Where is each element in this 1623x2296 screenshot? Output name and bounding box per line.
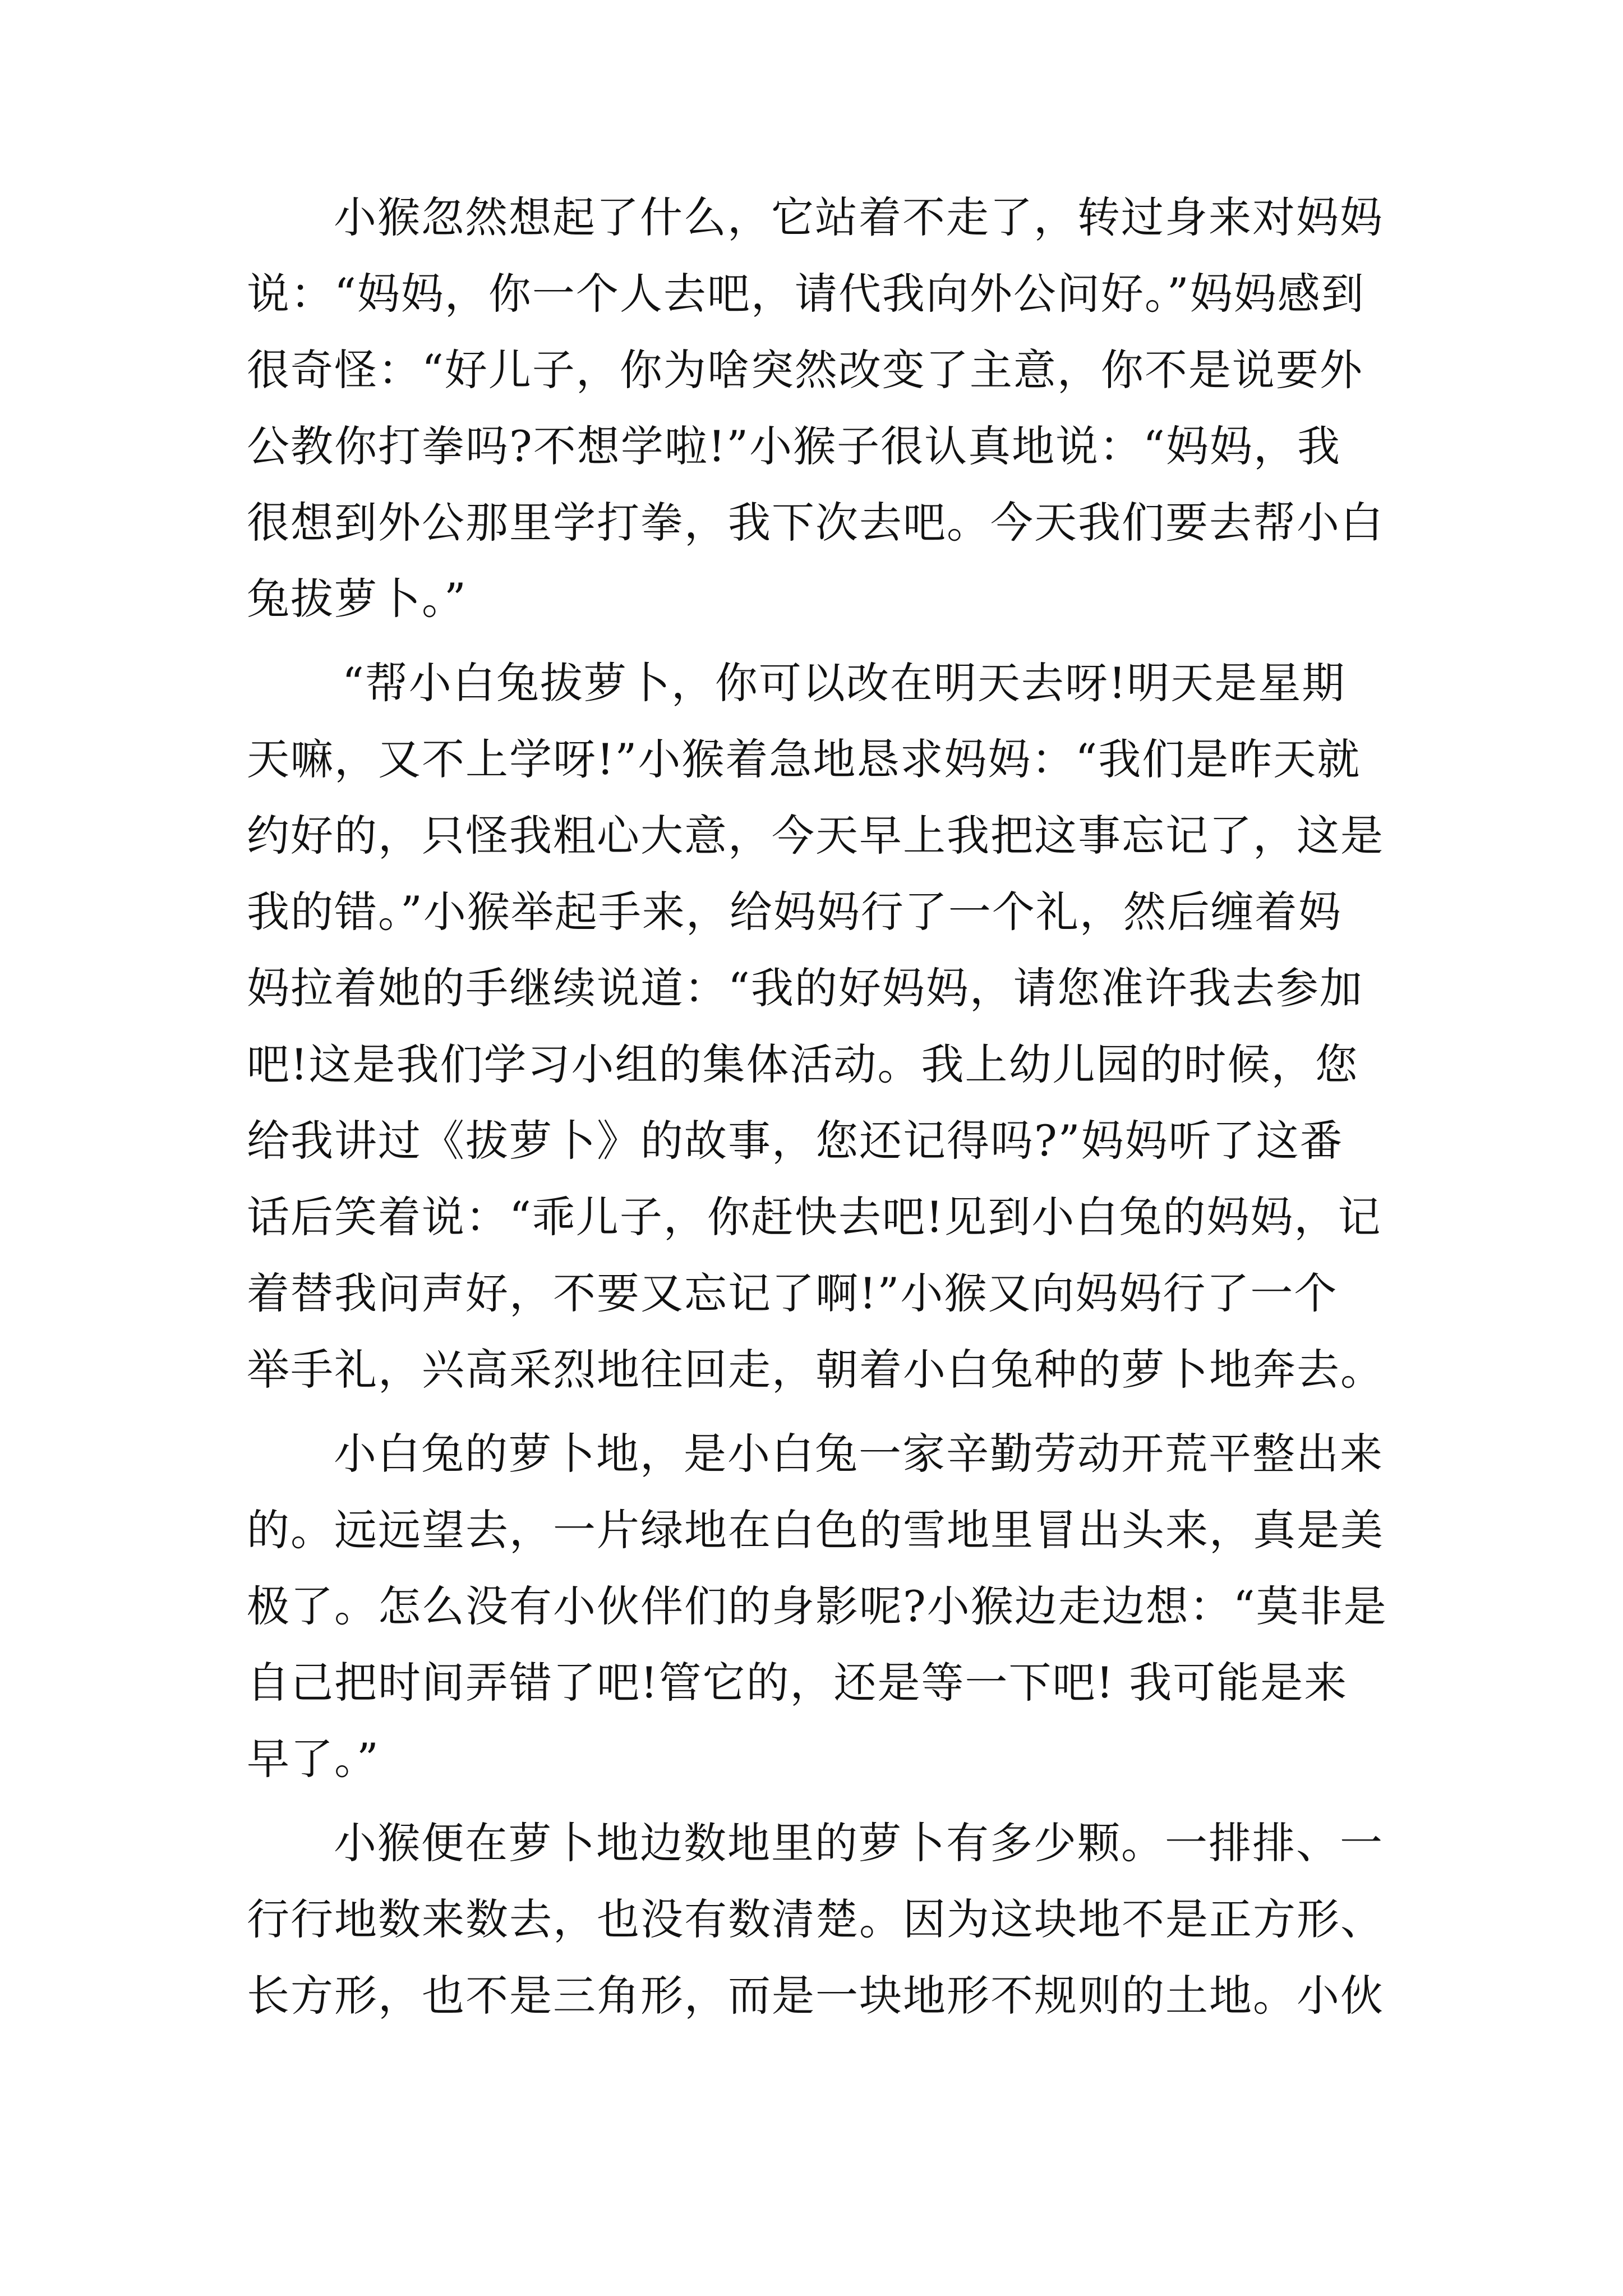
text-line: “帮小白兔拔萝卜，你可以改在明天去呀!明天是星期	[342, 658, 1346, 708]
text-line: 给我讲过《拔萝卜》的故事，您还记得吗?”妈妈听了这番	[247, 1116, 1344, 1166]
text-line: 小白兔的萝卜地，是小白兔一家辛勤劳动开荒平整出来	[334, 1429, 1384, 1479]
text-line: 自己把时间弄错了吧!管它的，还是等一下吧! 我可能是来	[247, 1658, 1348, 1708]
text-line: 天嘛，又不上学呀!”小猴着急地恳求妈妈：“我们是昨天就	[247, 734, 1361, 784]
text-line: 早了。”	[247, 1734, 380, 1784]
text-line: 行行地数来数去，也没有数清楚。因为这块地不是正方形、	[247, 1894, 1384, 1944]
text-line: 的。远远望去，一片绿地在白色的雪地里冒出头来，真是美	[247, 1505, 1384, 1555]
text-line: 极了。怎么没有小伙伴们的身影呢?小猴边走边想：“莫非是	[247, 1581, 1387, 1631]
text-line: 小猴便在萝卜地边数地里的萝卜有多少颗。一排排、一	[334, 1818, 1384, 1868]
text-line: 妈拉着她的手继续说道：“我的好妈妈，请您准许我去参加	[247, 963, 1363, 1013]
text-line: 兔拔萝卜。”	[247, 574, 467, 624]
text-line: 很奇怪：“好儿子，你为啥突然改变了主意，你不是说要外	[247, 345, 1363, 395]
text-line: 吧!这是我们学习小组的集体活动。我上幼儿园的时候，您	[247, 1039, 1359, 1089]
text-line: 小猴忽然想起了什么，它站着不走了，转过身来对妈妈	[334, 192, 1384, 242]
text-line: 公教你打拳吗?不想学啦!”小猴子很认真地说：“妈妈，我	[247, 421, 1341, 471]
text-line: 约好的，只怪我粗心大意，今天早上我把这事忘记了，这是	[247, 811, 1384, 861]
text-line: 我的错。”小猴举起手来，给妈妈行了一个礼，然后缠着妈	[247, 887, 1342, 937]
text-line: 着替我问声好，不要又忘记了啊!”小猴又向妈妈行了一个	[247, 1268, 1338, 1318]
text-line: 长方形，也不是三角形，而是一块地形不规则的土地。小伙	[247, 1971, 1384, 2021]
text-line: 说：“妈妈，你一个人去吧，请代我向外公问好。”妈妈感到	[247, 269, 1365, 319]
text-line: 很想到外公那里学打拳，我下次去吧。今天我们要去帮小白	[247, 498, 1384, 547]
text-line: 举手礼，兴高采烈地往回走，朝着小白兔种的萝卜地奔去。	[247, 1345, 1384, 1395]
text-line: 话后笑着说：“乖儿子，你赶快去吧!见到小白兔的妈妈，记	[247, 1192, 1382, 1242]
